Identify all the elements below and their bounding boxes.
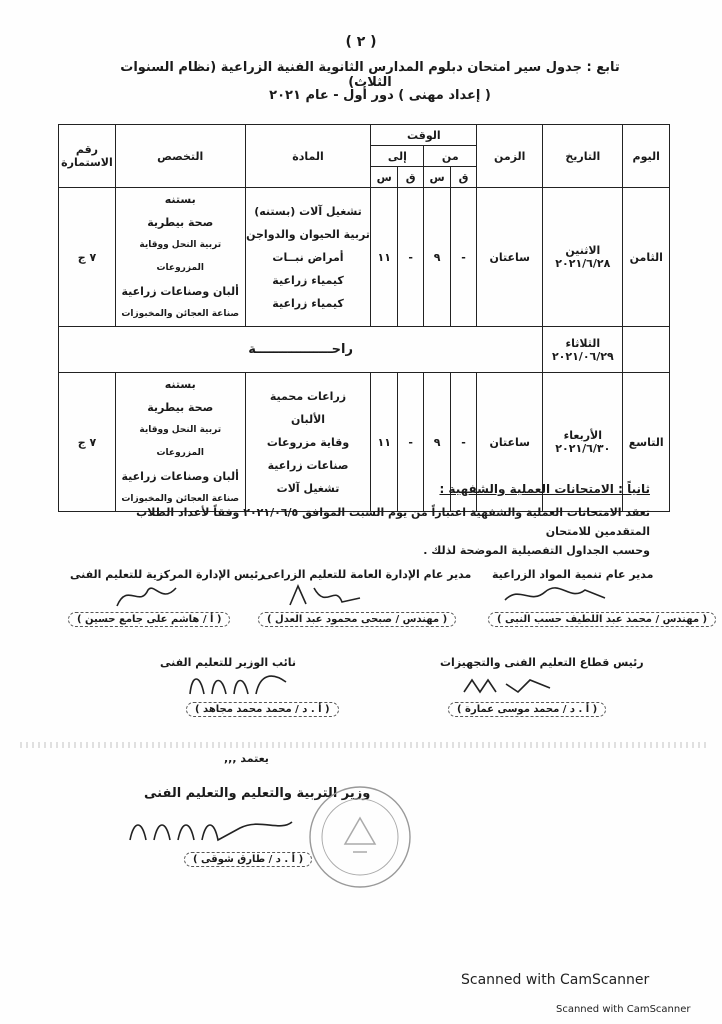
signatory-name: ( أ / هاشم على جامع حسين ) [68, 612, 230, 627]
date-label: ٢٠٢١/٦/٣٠ [555, 442, 611, 455]
page-number: ( ٢ ) [345, 34, 377, 50]
document-title: تابع : جدول سير امتحان دبلوم المدارس الثانوية الفنية الزراعية (نظام السنوات الثلاث) [120, 60, 620, 90]
header-day: اليوم [623, 125, 670, 188]
weekday-label: الثلاثاء [565, 336, 601, 350]
to-minute-cell: - [397, 188, 423, 327]
signature-mark [182, 664, 292, 702]
specialty-item: تربية النحل ووقاية المزروعات [139, 240, 222, 273]
specialty-item: صناعة العجائن والمخبوزات [121, 309, 240, 319]
subject-item: تشغيل آلات [276, 481, 340, 495]
subject-item: كيمياء زراعية [272, 296, 344, 310]
specialties-cell [115, 188, 245, 327]
duration-cell: ساعتان [477, 373, 543, 512]
signature-mark [112, 578, 182, 612]
approval-label: يعتمد ,,, [224, 752, 269, 765]
from-hour-cell: ٩ [424, 188, 451, 327]
date-label: ٢٠٢١/٦/٢٨ [555, 257, 611, 270]
signature-mark [458, 670, 558, 700]
weekday-label: الأربعاء [563, 429, 603, 442]
signatory-name: ( أ . د / محمد محمد مجاهد ) [186, 702, 339, 717]
subject-item: وقاية مزروعات [266, 435, 350, 449]
table-row [59, 188, 670, 327]
specialty-item: بستنه [164, 193, 196, 206]
signatory-name: ( مهندس / محمد عبد اللطيف حسب النبى ) [488, 612, 716, 627]
subjects-cell [245, 188, 371, 327]
day-cell: التاسع [623, 373, 670, 512]
signature-mark [500, 580, 610, 610]
specialty-item: تربية النحل ووقاية المزروعات [139, 425, 222, 458]
from-minute-cell: - [450, 188, 476, 327]
header-subject: المادة [245, 125, 371, 188]
signatory-title: وزير التربية والتعليم والتعليم الفنى [144, 786, 371, 801]
header-date: التاريخ [543, 125, 623, 188]
specialty-item: ألبان وصناعات زراعية [121, 470, 239, 483]
exam-schedule-table [58, 124, 670, 512]
section2-body [90, 503, 650, 560]
table-header-row [59, 125, 670, 146]
specialty-item: صناعة العجائن والمخبوزات [121, 494, 240, 504]
to-hour-cell: ١١ [371, 373, 398, 512]
header-from-minute: ق [450, 167, 476, 188]
weekday-label: الاثنين [565, 244, 601, 257]
subject-item: كيمياء زراعية [272, 273, 344, 287]
subject-item: أمراض نبــات [272, 250, 344, 264]
form-number-cell: ٧ ج [59, 188, 116, 327]
header-from-hour: س [424, 167, 451, 188]
signatory-name: ( مهندس / صبحى محمود عبد العدل ) [258, 612, 456, 627]
subject-item: الألبان [290, 412, 326, 426]
header-to-hour: س [371, 167, 398, 188]
signature-mark [120, 806, 300, 850]
day-cell [623, 327, 670, 373]
specialty-item: ألبان وصناعات زراعية [121, 285, 239, 298]
signatory-title: نائب الوزير للتعليم الفنى [160, 656, 296, 669]
signatory-title: مدير عام تنمية المواد الزراعية [492, 568, 654, 581]
header-to-minute: ق [397, 167, 423, 188]
section2-line: وحسب الجداول التفصيلية الموضحة لذلك . [423, 544, 650, 557]
section2-title: ثانياً : الامتحانات العملية والشفهية : [439, 482, 650, 496]
header-time: الوقت [371, 125, 477, 146]
day-cell: الثامن [623, 188, 670, 327]
subject-item: صناعات زراعية [267, 458, 349, 472]
camscanner-footer: Scanned with CamScanner [556, 1004, 691, 1015]
header-to: إلى [371, 146, 424, 167]
header-form-number: رقم الاستمارة [59, 125, 116, 188]
date-cell [543, 188, 623, 327]
specialties-cell [115, 373, 245, 512]
specialty-item: صحة بيطرية [147, 401, 214, 414]
date-label: ٢٠٢١/٠٦/٢٩ [551, 349, 614, 363]
signatory-title: رئيس الإدارة المركزية للتعليم الفنى [70, 568, 265, 581]
signatory-name: ( أ . د / محمد موسى عمارة ) [448, 702, 606, 717]
camscanner-watermark: Scanned with CamScanner [461, 972, 650, 988]
rest-day-cell: راحـــــــــــــــــة [59, 327, 543, 373]
signature-mark [280, 580, 370, 612]
to-minute-cell: - [397, 373, 423, 512]
header-specialty: التخصص [115, 125, 245, 188]
header-duration: الزمن [477, 125, 543, 188]
document-subtitle: ( إعداد مهنى ) دور أول - عام ٢٠٢١ [269, 88, 491, 103]
subject-item: تشغيل آلات (بستنه) [254, 204, 362, 218]
subject-item: زراعات محمية [269, 389, 347, 403]
duration-cell: ساعتان [477, 188, 543, 327]
signatory-title: مدير عام الإدارة العامة للتعليم الزراعى [262, 568, 472, 581]
scan-noise-line [20, 742, 710, 748]
specialty-item: بستنه [164, 378, 196, 391]
from-minute-cell: - [450, 373, 476, 512]
table-row [59, 327, 670, 373]
ministry-seal-icon [305, 782, 415, 892]
section2-line: تعقد الامتحانات العملية والشفهية اعتباراً من يوم السبت الموافق ٢٠٢١/٠٦/٥ وفقاً لأعداد الطلاب المتقدمين للامتحان [136, 506, 650, 538]
date-cell [543, 327, 623, 373]
header-from: من [424, 146, 477, 167]
subject-item: تربية الحيوان والدواجن [246, 227, 370, 241]
to-hour-cell: ١١ [371, 188, 398, 327]
signatory-name: ( أ . د / طارق شوقى ) [184, 852, 312, 867]
specialty-item: صحة بيطرية [147, 216, 214, 229]
form-number-cell: ٧ ج [59, 373, 116, 512]
from-hour-cell: ٩ [424, 373, 451, 512]
signatory-title: رئيس قطاع التعليم الفنى والتجهيزات [440, 656, 644, 669]
